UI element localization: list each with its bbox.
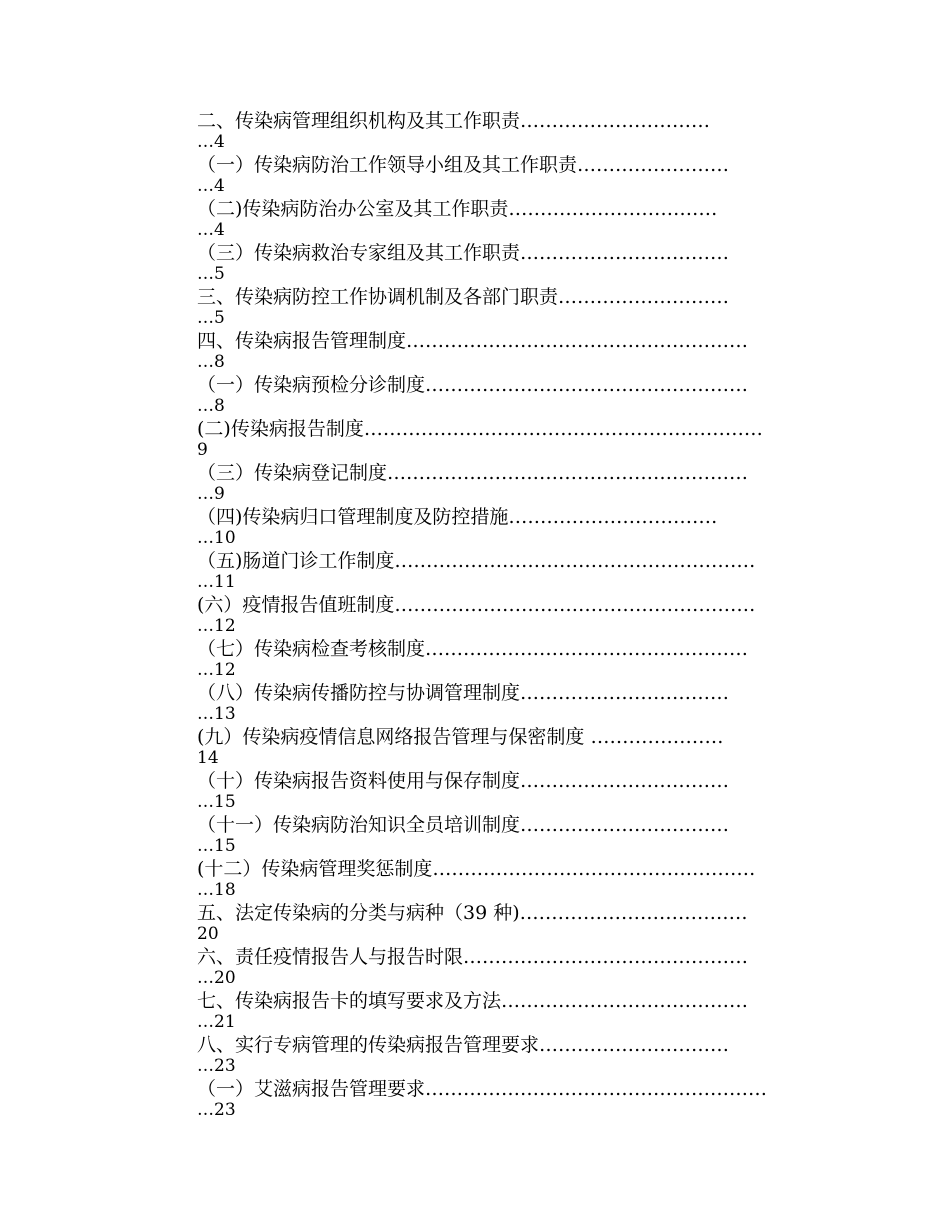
toc-entry[interactable] bbox=[197, 770, 817, 814]
toc-entry[interactable] bbox=[197, 330, 817, 374]
toc-entry-page: …21 bbox=[197, 1012, 236, 1032]
toc-entry-page: …13 bbox=[197, 704, 236, 724]
toc-entry-title: 六、责任疫情报告人与报告时限……………………………………… bbox=[197, 946, 749, 968]
toc-entry[interactable] bbox=[197, 286, 817, 330]
toc-entry-title: 四、传染病报告管理制度……………………………………………… bbox=[197, 330, 749, 352]
toc-entry-page: …15 bbox=[197, 792, 236, 812]
toc-entry-page: …20 bbox=[197, 968, 236, 988]
toc-entry-title: (六）疫情报告值班制度………………………………………………… bbox=[197, 594, 756, 616]
toc-entry-page: 20 bbox=[197, 924, 219, 944]
toc-entry-page: …8 bbox=[197, 352, 225, 372]
toc-entry-title: 七、传染病报告卡的填写要求及方法………………………………… bbox=[197, 990, 749, 1012]
toc-entry-title: （三）传染病救治专家组及其工作职责…………………………… bbox=[197, 242, 730, 264]
toc-entry[interactable] bbox=[197, 726, 817, 770]
toc-entry-page: …5 bbox=[197, 264, 225, 284]
toc-entry-title: 三、传染病防控工作协调机制及各部门职责……………………… bbox=[197, 286, 730, 308]
toc-entry[interactable] bbox=[197, 814, 817, 858]
toc-entry-title: (二)传染病报告制度……………………………………………………… bbox=[197, 418, 763, 440]
toc-entry-title: (九）传染病疫情信息网络报告管理与保密制度 ………………… bbox=[197, 726, 724, 748]
toc-entry-title: （五)肠道门诊工作制度………………………………………………… bbox=[197, 550, 756, 572]
toc-entry-page: …4 bbox=[197, 176, 225, 196]
toc-entry[interactable] bbox=[197, 550, 817, 594]
toc-entry[interactable] bbox=[197, 1034, 817, 1078]
table-of-contents bbox=[197, 110, 817, 1122]
toc-entry[interactable] bbox=[197, 242, 817, 286]
toc-entry-title: （十）传染病报告资料使用与保存制度…………………………… bbox=[197, 770, 730, 792]
toc-entry-page: 14 bbox=[197, 748, 219, 768]
toc-entry-title: （四)传染病归口管理制度及防控措施…………………………… bbox=[197, 506, 718, 528]
toc-entry[interactable] bbox=[197, 462, 817, 506]
toc-entry-page: …12 bbox=[197, 616, 236, 636]
toc-entry-page: …5 bbox=[197, 308, 225, 328]
toc-entry-page: …23 bbox=[197, 1056, 236, 1076]
toc-entry-title: 五、法定传染病的分类与病种（39 种)……………………………… bbox=[197, 902, 748, 924]
toc-entry[interactable] bbox=[197, 858, 817, 902]
toc-entry[interactable] bbox=[197, 594, 817, 638]
toc-entry[interactable] bbox=[197, 374, 817, 418]
toc-entry-page: …4 bbox=[197, 220, 225, 240]
toc-entry-title: (十二）传染病管理奖惩制度…………………………………………… bbox=[197, 858, 756, 880]
toc-entry-title: （一）传染病防治工作领导小组及其工作职责…………………… bbox=[197, 154, 730, 176]
toc-entry[interactable] bbox=[197, 1078, 817, 1122]
toc-entry-title: 二、传染病管理组织机构及其工作职责………………………… bbox=[197, 110, 711, 132]
toc-entry-title: 八、实行专病管理的传染病报告管理要求………………………… bbox=[197, 1034, 730, 1056]
toc-entry-page: …11 bbox=[197, 572, 236, 592]
toc-entry[interactable] bbox=[197, 638, 817, 682]
toc-entry-title: （一）艾滋病报告管理要求……………………………………………… bbox=[197, 1078, 768, 1100]
toc-entry[interactable] bbox=[197, 902, 817, 946]
toc-entry[interactable] bbox=[197, 418, 817, 462]
toc-entry-page: …23 bbox=[197, 1100, 236, 1120]
toc-entry[interactable] bbox=[197, 154, 817, 198]
toc-entry[interactable] bbox=[197, 682, 817, 726]
toc-entry[interactable] bbox=[197, 110, 817, 154]
toc-entry-page: …10 bbox=[197, 528, 236, 548]
toc-entry-title: （三）传染病登记制度………………………………………………… bbox=[197, 462, 749, 484]
toc-entry[interactable] bbox=[197, 990, 817, 1034]
toc-entry-page: …9 bbox=[197, 484, 225, 504]
toc-entry-page: …15 bbox=[197, 836, 236, 856]
toc-entry-page: …4 bbox=[197, 132, 225, 152]
toc-entry-title: （十一）传染病防治知识全员培训制度…………………………… bbox=[197, 814, 730, 836]
toc-entry-page: …12 bbox=[197, 660, 236, 680]
toc-entry-page: 9 bbox=[197, 440, 208, 460]
toc-entry[interactable] bbox=[197, 198, 817, 242]
toc-entry-title: （二)传染病防治办公室及其工作职责…………………………… bbox=[197, 198, 718, 220]
toc-entry[interactable] bbox=[197, 946, 817, 990]
toc-entry-title: （一）传染病预检分诊制度…………………………………………… bbox=[197, 374, 749, 396]
toc-entry-page: …18 bbox=[197, 880, 236, 900]
toc-entry-title: （七）传染病检查考核制度…………………………………………… bbox=[197, 638, 749, 660]
toc-entry-title: （八）传染病传播防控与协调管理制度…………………………… bbox=[197, 682, 730, 704]
toc-entry-page: …8 bbox=[197, 396, 225, 416]
toc-entry[interactable] bbox=[197, 506, 817, 550]
